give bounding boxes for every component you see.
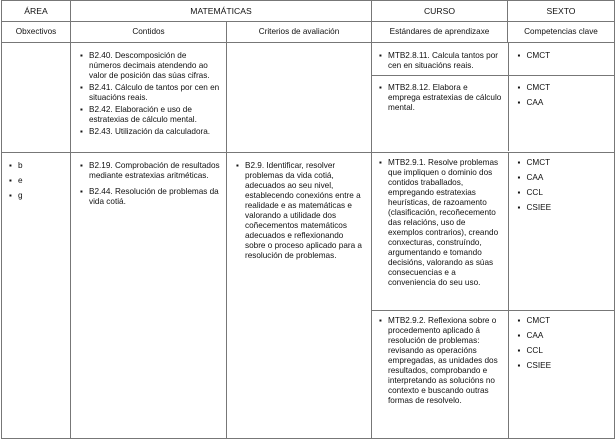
course-value-header: SEXTO [508,1,615,22]
objective-item: ▪ e [6,176,64,186]
objective-item: ▪ g [6,191,64,201]
standard-item: ▪ MTB2.8.11. Calcula tantos por cen en situacións reais. [376,51,502,71]
standards-group [372,153,615,439]
content-item: ▪ B2.44. Resolución de problemas da vida cotiá. [77,187,220,207]
content-item: ▪ B2.19. Comprobación de resultados mediante estratexias aritméticas. [77,161,220,181]
competence-item: ▪ CMCT [515,51,610,61]
standards-header: Estándares de aprendizaxe [372,22,508,43]
objectives-cell [2,153,71,439]
competences-header: Competencias clave [508,22,615,43]
competence-item: ▪ CCL [515,188,610,198]
subject-header: MATEMÁTICAS [71,1,372,22]
objectives-header: Obxectivos [2,22,71,43]
area-header: ÁREA [2,1,71,22]
subheader-row [2,22,615,43]
curriculum-table [1,0,615,439]
header-row [2,1,615,22]
contents-cell [71,153,227,439]
competence-item: ▪ CSIEE [515,361,610,371]
table-row [2,153,615,439]
content-item: ▪ B2.41. Cálculo de tantos por cen en situacións reais. [77,83,220,103]
contents-header: Contidos [71,22,227,43]
content-item: ▪ B2.40. Descomposición de números decimais atendendo ao valor de posición das súas cifras. [77,51,220,81]
criteria-cell [227,43,372,153]
objective-item: ▪ b [6,161,64,171]
competence-item: ▪ CMCT [515,83,610,93]
standard-item: ▪ MTB2.8.12. Elabora e emprega estratexias de cálculo mental. [376,83,502,113]
standard-item: ▪ MTB2.9.1. Resolve problemas que impliquen o dominio dos contidos traballados, empregando estratexias heurísticas, de razoamento (clasificación, recoñecemento das relacións, uso de exemplos contrarios), creando conxecturas, construíndo, argumentando e tomando decisións, valorando as súas consecuencias e a conveniencia do seu uso. [376,158,502,288]
competence-item: ▪ CAA [515,98,610,108]
standard-item: ▪ MTB2.9.2. Reflexiona sobre o procedemento aplicado á resolución de problemas: revisando as operacións empregadas, as unidades dos resultados, comprobando e interpretando as solucións no contexto e buscando outras formas de resolvelo. [376,316,502,406]
competence-item: ▪ CAA [515,331,610,341]
contents-cell [71,43,227,153]
objectives-cell [2,43,71,153]
criterion-item: ▪ B2.9. Identificar, resolver problemas da vida cotiá, adecuados ao seu nivel, establecendo conexións entre a realidade e as matemáticas e valorando a utilidade dos coñecementos matemáticos adecuados e reflexionando sobre o proceso aplicado para a resolución de problemas. [233,161,365,261]
course-header: CURSO [372,1,508,22]
competence-item: ▪ CAA [515,173,610,183]
criteria-cell [227,153,372,439]
standards-group [372,43,615,153]
competence-item: ▪ CMCT [515,158,610,168]
content-item: ▪ B2.42. Elaboración e uso de estratexias de cálculo mental. [77,105,220,125]
competence-item: ▪ CCL [515,346,610,356]
competence-item: ▪ CMCT [515,316,610,326]
criteria-header: Criterios de avaliación [227,22,372,43]
table-row [2,43,615,153]
competence-item: ▪ CSIEE [515,203,610,213]
content-item: ▪ B2.43. Utilización da calculadora. [77,127,220,137]
